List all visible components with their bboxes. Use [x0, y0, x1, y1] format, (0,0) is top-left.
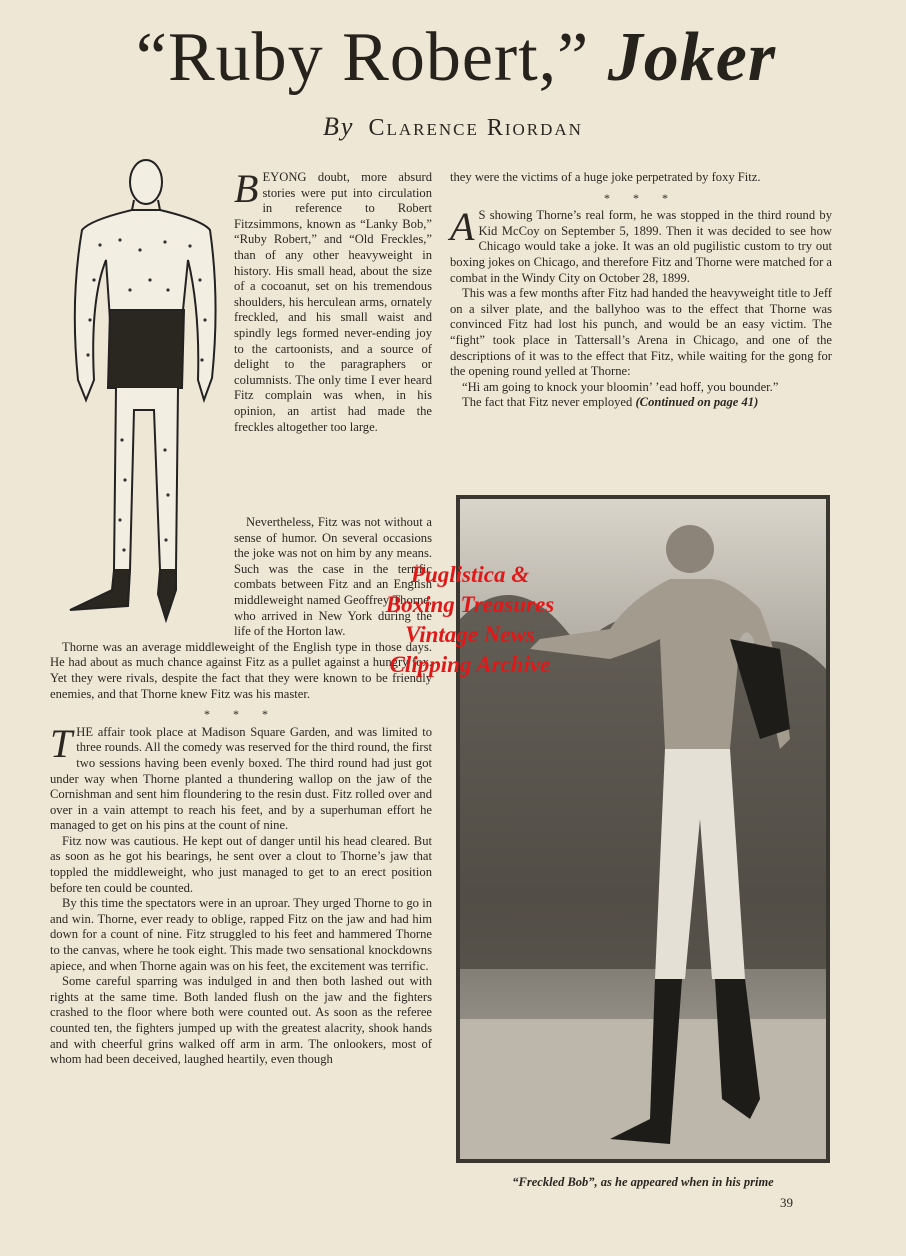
- boxer-photograph: [456, 495, 830, 1163]
- drop-cap: T: [50, 720, 73, 766]
- paragraph: The fact that Fitz never employed (Continued on page 41): [462, 395, 759, 410]
- paragraph: “Hi am going to knock your bloomin’ ’ead hoff, you bounder.”: [462, 379, 779, 394]
- paragraph: Nevertheless, Fitz was not without a sense of humor. On several occasions the joke was not on him by any means. Such was the case in the terrific combats between Fitz and an English middleweight named Geoffrey Thorne, who arrived in New York during the life of the Horton law.: [234, 515, 432, 639]
- paragraph: Thorne was an average middleweight of the English type in those days. He had about as much chance against Fitz as a pullet against a hungry fox. Yet they were rivals, despite the fact that they were known to be friendly enemies, and that Thorne knew Fitz was his master.: [50, 639, 432, 701]
- watermark-line: Boxing Treasures: [385, 592, 555, 617]
- paragraph: Fitz now was cautious. He kept out of danger until his head cleared. But as soon as he got his bearings, he sent over a clout to Thorne’s jaw that toppled the middleweight, who just managed to get to an erect position before ten could be counted.: [50, 833, 432, 895]
- article-title: [36, 18, 876, 98]
- paragraph: A S showing Thorne’s real form, he was stopped in the third round by Kid McCoy on September 5, 1899. Then it was decided to see how Chicago would take a joke. It was an old pugilistic custom to try out boxing jokes on Chicago, and therefore Fitz and Thorne were matched for a combat in the Windy City on October 28, 1899.: [450, 204, 833, 285]
- continued-note: (Continued on page 41): [635, 395, 759, 410]
- paragraph: they were the victims of a huge joke perpetrated by foxy Fitz.: [450, 170, 761, 184]
- byline-by: By: [323, 112, 355, 141]
- byline: [0, 112, 906, 142]
- paragraph: BEYONG doubt, more absurd stories were put into circulation in reference to Robert Fitzsimmons, known as “Lanky Bob,” “Ruby Robert,” and “Old Freckles,” than of any other heavyweight in history. His small head, about the size of a cocoanut, set on his tremendous shoulders, his herculean arms, ornately freckled, and his small waist and spindly legs formed never-ending joy to the cartoonists, and a source of delight to the paragraphers or columnists. The only time I ever heard Fitz complain was when, in his opinion, an artist had made the freckles altogether too large.: [234, 166, 432, 434]
- paragraph: This was a few months after Fitz had handed the heavyweight title to Jeff on a silver plate, and the ballyhoo was to the effect that Thorne was convinced Fitz had lost his punch, and would be an easy victim. The “fight” took place in Tattersall’s Arena in Chicago, and one of the descriptions of it was to the effect that Fitz, while waiting for the gong for the opening round yelled at Thorne:: [450, 286, 832, 379]
- watermark-line: Vintage News: [405, 622, 535, 647]
- photo-caption: “Freckled Bob”, as he appeared when in his prime: [512, 1175, 774, 1189]
- watermark-line: Clipping Archive: [389, 652, 551, 677]
- page-number: 39: [780, 1195, 793, 1210]
- title-joker: Joker: [607, 19, 777, 96]
- column-right: [450, 170, 832, 411]
- drop-cap: B: [234, 166, 259, 211]
- section-break: * * *: [204, 707, 278, 722]
- paragraph: By this time the spectators were in an uproar. They urged Thorne to go in and win. Thorne, ever ready to oblige, rapped Fitz on the jaw and had him down for a count of nine. Fitz struggled to his feet and hammered Thorne to the canvas, where he took eight. This made two sensational knockdowns apiece, and when Thorne again was on his feet, the excitement was terrific.: [50, 896, 432, 973]
- column-left-bottom: [50, 515, 432, 1068]
- paragraph: Some careful sparring was indulged in and then both lashed out with rights at the same time. Both landed flush on the jaw and the fighters crashed to the floor where both were counted out. As soon as the referee counted ten, the fighters jumped up with the greatest alacrity, shook hands and with cheerful grins walked off arm in arm. The onlookers, most of whom had been deceived, laughed heartily, even though: [50, 974, 432, 1067]
- byline-author: Clarence Riordan: [368, 115, 583, 141]
- drop-cap: A: [450, 204, 475, 250]
- paragraph: THE affair took place at Madison Square Garden, and was limited to three rounds. All the comedy was reserved for the third round, the first two sessions having been evenly boxed. The third round had just got under way when Thorne planted a thundering wallop on the jaw of the Cornishman and sent him floundering to the resin dust. Fitz rolled over and over in a vain attempt to reach his feet, and by a superhuman effort he managed to get on his pins at the count of nine.: [50, 720, 432, 833]
- photo-image: [460, 499, 826, 1159]
- column-left-top: [234, 166, 432, 435]
- watermark-line: Puglistica &: [410, 562, 530, 587]
- section-break: * * *: [604, 190, 678, 205]
- title-main: “Ruby Robert,”: [135, 19, 590, 96]
